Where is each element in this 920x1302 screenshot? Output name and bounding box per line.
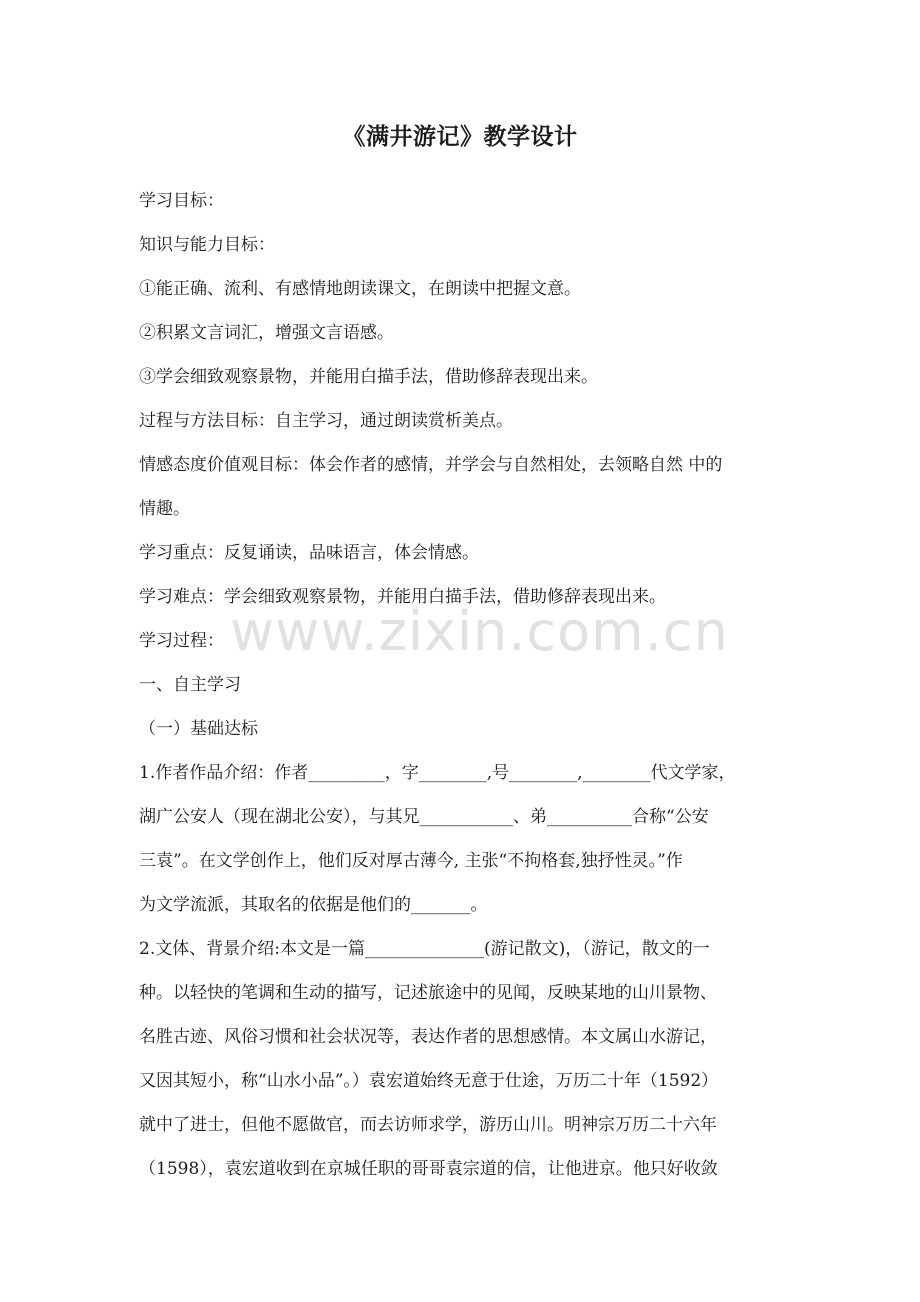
paragraph-line: 学习重点：反复诵读，品味语言，体会情感。 xyxy=(139,543,479,563)
paragraph-line: 一、自主学习 xyxy=(139,675,241,695)
document-title: 《满井游记》教学设计 xyxy=(342,124,578,150)
paragraph-line: ①能正确、流利、有感情地朗读课文，在朗读中把握文意。 xyxy=(139,279,581,299)
paragraph-line: 为文学流派，其取名的依据是他们的_______。 xyxy=(139,895,488,915)
paragraph-line: 过程与方法目标：自主学习，通过朗读赏析美点。 xyxy=(139,411,513,431)
document-body xyxy=(139,186,789,1198)
paragraph-line: 情感态度价值观目标：体会作者的感情，并学会与自然相处，去领略自然 中的 xyxy=(139,455,723,475)
paragraph-line: ③学会细致观察景物，并能用白描手法，借助修辞表现出来。 xyxy=(139,367,598,387)
paragraph-line: 学习过程： xyxy=(139,631,224,651)
paragraph-line: （一）基础达标 xyxy=(139,719,258,739)
watermark-text: www.zixin.com.cn xyxy=(230,600,729,663)
paragraph-line: 2.文体、背景介绍:本文是一篇______________(游记散文)，（游记，散文的一 xyxy=(139,939,710,959)
paragraph-line: 学习目标： xyxy=(139,191,224,211)
paragraph-line: （1598），袁宏道收到在京城任职的哥哥袁宗道的信，让他进京。他只好收敛 xyxy=(139,1159,718,1179)
paragraph-line: 名胜古迹、风俗习惯和社会状况等，表达作者的思想感情。本文属山水游记， xyxy=(139,1027,717,1047)
paragraph-line: 学习难点：学会细致观察景物，并能用白描手法，借助修辞表现出来。 xyxy=(139,587,666,607)
paragraph-line: 知识与能力目标： xyxy=(139,235,275,255)
paragraph-line: 就中了进士，但他不愿做官，而去访师求学，游历山川。明神宗万历二十六年 xyxy=(139,1115,717,1135)
paragraph-line: 湖广公安人（现在湖北公安），与其兄___________、弟__________合称“公安 xyxy=(139,807,709,827)
paragraph-line: 种。以轻快的笔调和生动的描写，记述旅途中的见闻，反映某地的山川景物、 xyxy=(139,983,717,1003)
paragraph-line: 三袁”。在文学创作上，他们反对厚古薄今, 主张“不拘格套,独抒性灵。”作 xyxy=(139,851,683,871)
paragraph-line: 1.作者作品介绍：作者_________，字________,号________,________代文学家， xyxy=(139,763,736,783)
paragraph-line: 情趣。 xyxy=(139,499,190,519)
paragraph-line: ②积累文言词汇，增强文言语感。 xyxy=(139,323,394,343)
paragraph-line: 又因其短小，称“山水小品”。）袁宏道始终无意于仕途，万历二十年（1592） xyxy=(139,1071,719,1091)
